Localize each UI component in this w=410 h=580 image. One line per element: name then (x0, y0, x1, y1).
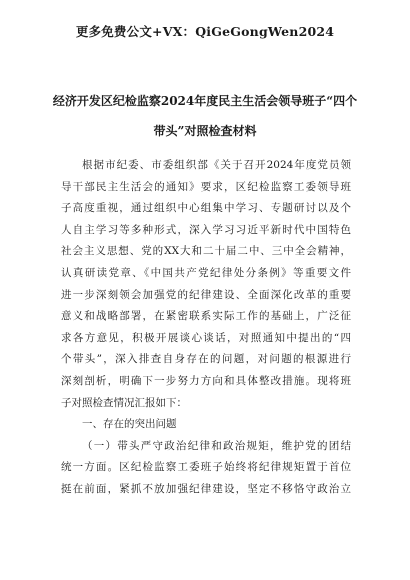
paragraph-1-line: 子对照检查情况汇报如下： (61, 396, 187, 409)
paragraph-1-line: 子高度重视，通过组织中心组集中学习、专题研讨以及个 (61, 202, 351, 215)
document-body (61, 155, 351, 501)
promo-header: 更多免费公文+VX：QiGeGongWen2024 (75, 24, 335, 39)
paragraph-1-line: 人自主学习等多种形式，深入学习习近平新时代中国特色 (61, 223, 351, 236)
paragraph-1-line: 导干部民主生活会的通知》要求，区纪检监察工委领导班 (61, 180, 351, 193)
paragraph-1-line: 进一步深刻领会加强党的纪律建设、全面深化改革的重要 (61, 288, 351, 301)
paragraph-2-line: 挺在前面，紧抓不放加强纪律建设，坚定不移恪守政治立 (61, 482, 351, 495)
paragraph-1-line: 根据市纪委、市委组织部《关于召开2024年度党员领 (82, 159, 351, 171)
paragraph-1-line: 深刻剖析，明确下一步努力方向和具体整改措施。现将班 (61, 374, 351, 387)
paragraph-2-line: （一）带头严守政治纪律和政治规矩，维护党的团结 (82, 439, 351, 452)
document-title-line-2: 带头”对照检查材料 (153, 124, 257, 138)
paragraph-1-line: 意义和战略部署，在紧密联系实际工作的基础上，广泛征 (61, 310, 351, 323)
section-heading: 一、存在的突出问题 (82, 418, 177, 431)
paragraph-1-line: 个带头”，深入排查自身存在的问题，对问题的根源进行 (61, 353, 351, 366)
paragraph-1-line: 社会主义思想、党的XX大和二十届二中、三中全会精神， (61, 245, 351, 258)
document-title-line-1: 经济开发区纪检监察2024年度民主生活会领导班子“四个 (52, 94, 358, 108)
paragraph-1-line: 求各方意见，积极开展谈心谈话，对照通知中提出的“四 (61, 331, 351, 344)
paragraph-1-line: 认真研读党章、《中国共产党纪律处分条例》等重要文件 (61, 266, 351, 279)
paragraph-2-line: 统一方面。区纪检监察工委班子始终将纪律规矩置于首位 (61, 461, 351, 474)
